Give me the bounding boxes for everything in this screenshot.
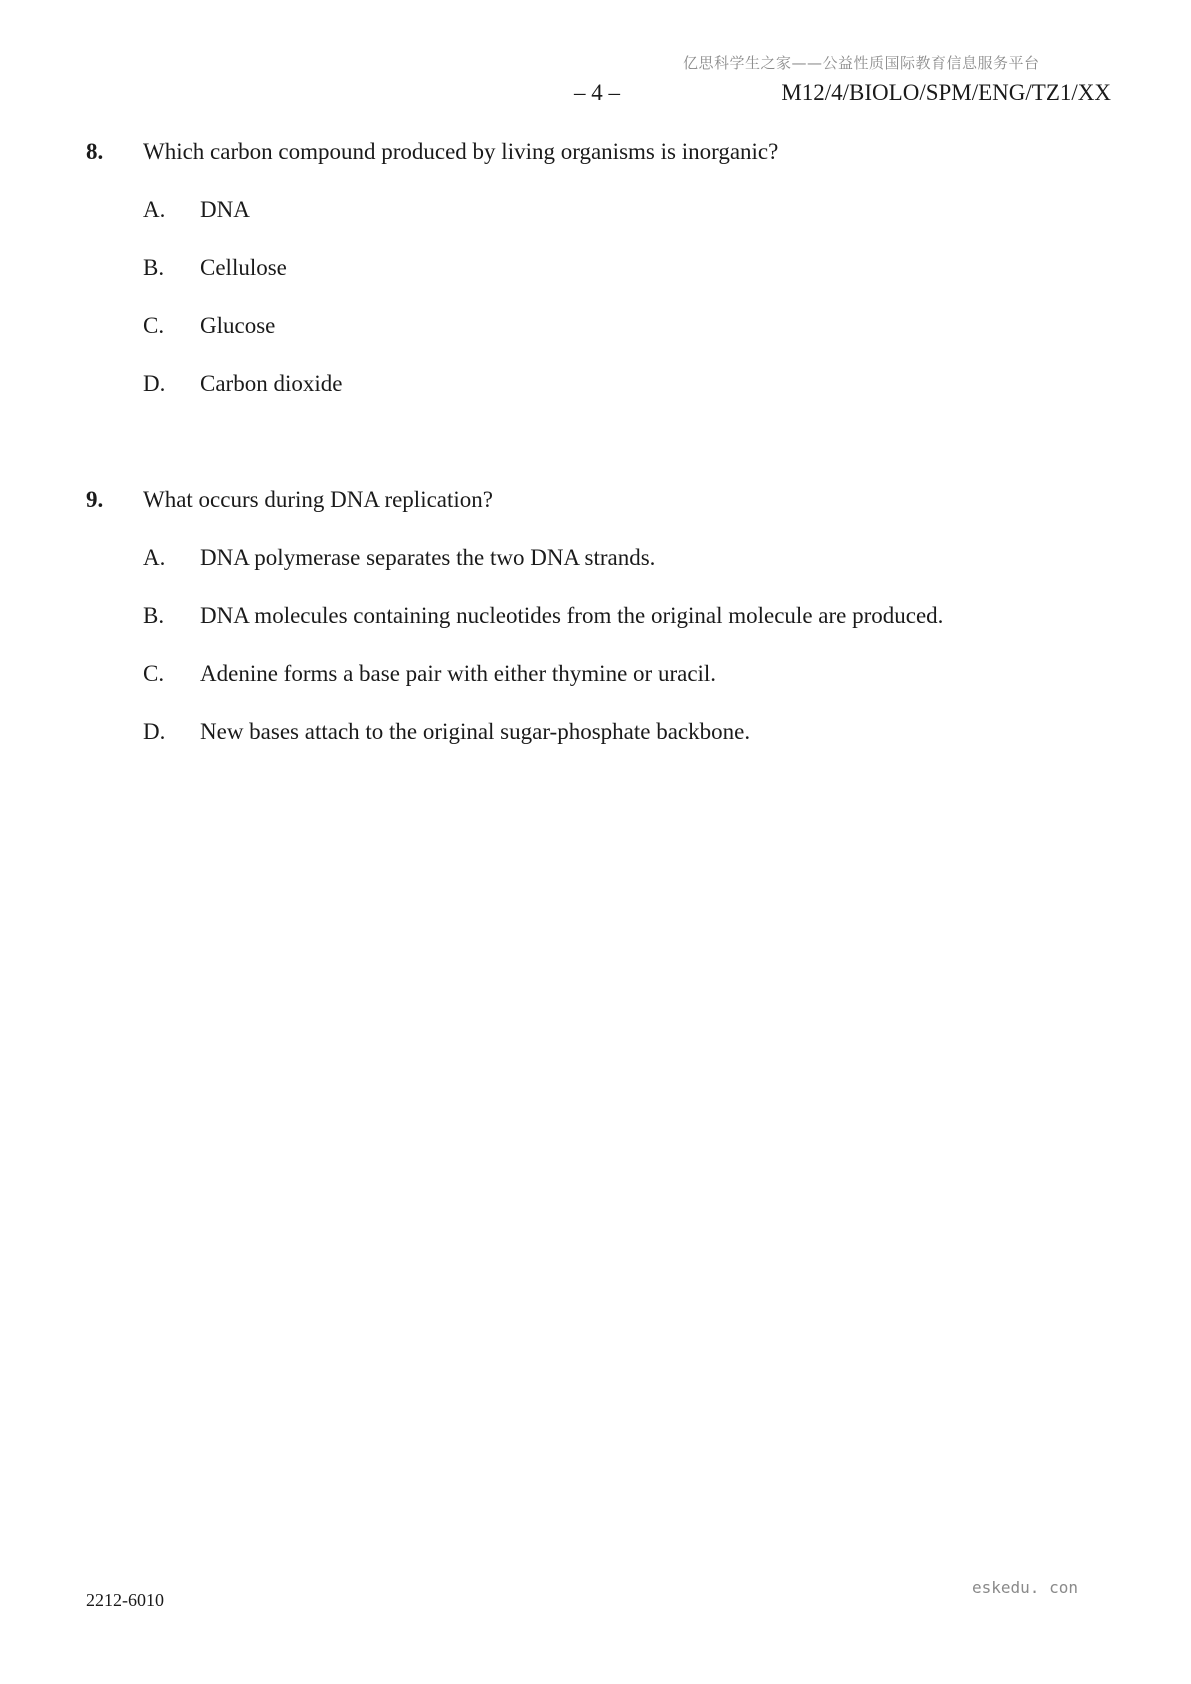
- question-number: 8.: [86, 139, 104, 164]
- option-text: DNA: [200, 197, 250, 222]
- option-letter: A.: [143, 545, 166, 570]
- question-stem: [86, 136, 1106, 168]
- option-text: New bases attach to the original sugar-phosphate backbone.: [200, 719, 751, 744]
- question-9: [86, 484, 1106, 774]
- option-d: [143, 368, 1106, 400]
- question-number: 9.: [86, 487, 104, 512]
- option-d: [143, 716, 1106, 748]
- question-8: [86, 136, 1106, 426]
- option-c: [143, 658, 1106, 690]
- option-letter: A.: [143, 197, 166, 222]
- option-b: [143, 252, 1106, 284]
- option-letter: B.: [143, 603, 165, 628]
- question-text: What occurs during DNA replication?: [143, 487, 493, 512]
- option-c: [143, 310, 1106, 342]
- option-letter: B.: [143, 255, 165, 280]
- question-stem: [86, 484, 1106, 516]
- option-b: [143, 600, 1106, 632]
- option-text: Adenine forms a base pair with either thymine or uracil.: [200, 661, 717, 686]
- option-list: [86, 542, 1106, 748]
- question-text: Which carbon compound produced by living organisms is inorganic?: [143, 139, 779, 164]
- option-list: [86, 194, 1106, 400]
- option-letter: D.: [143, 719, 166, 744]
- option-a: [143, 194, 1106, 226]
- watermark-footer: eskedu. con: [972, 1578, 1078, 1597]
- option-text: DNA molecules containing nucleotides from the original molecule are produced.: [200, 603, 944, 628]
- option-text: Glucose: [200, 313, 276, 338]
- option-a: [143, 542, 1106, 574]
- paper-code: M12/4/BIOLO/SPM/ENG/TZ1/XX: [781, 80, 1111, 105]
- option-letter: C.: [143, 313, 165, 338]
- option-text: Cellulose: [200, 255, 287, 280]
- option-letter: C.: [143, 661, 165, 686]
- option-letter: D.: [143, 371, 166, 396]
- watermark-header: 亿思科学生之家——公益性质国际教育信息服务平台: [683, 54, 1040, 72]
- footer-code: 2212-6010: [86, 1590, 164, 1610]
- page-number: – 4 –: [574, 80, 620, 105]
- option-text: DNA polymerase separates the two DNA strands.: [200, 545, 656, 570]
- option-text: Carbon dioxide: [200, 371, 343, 396]
